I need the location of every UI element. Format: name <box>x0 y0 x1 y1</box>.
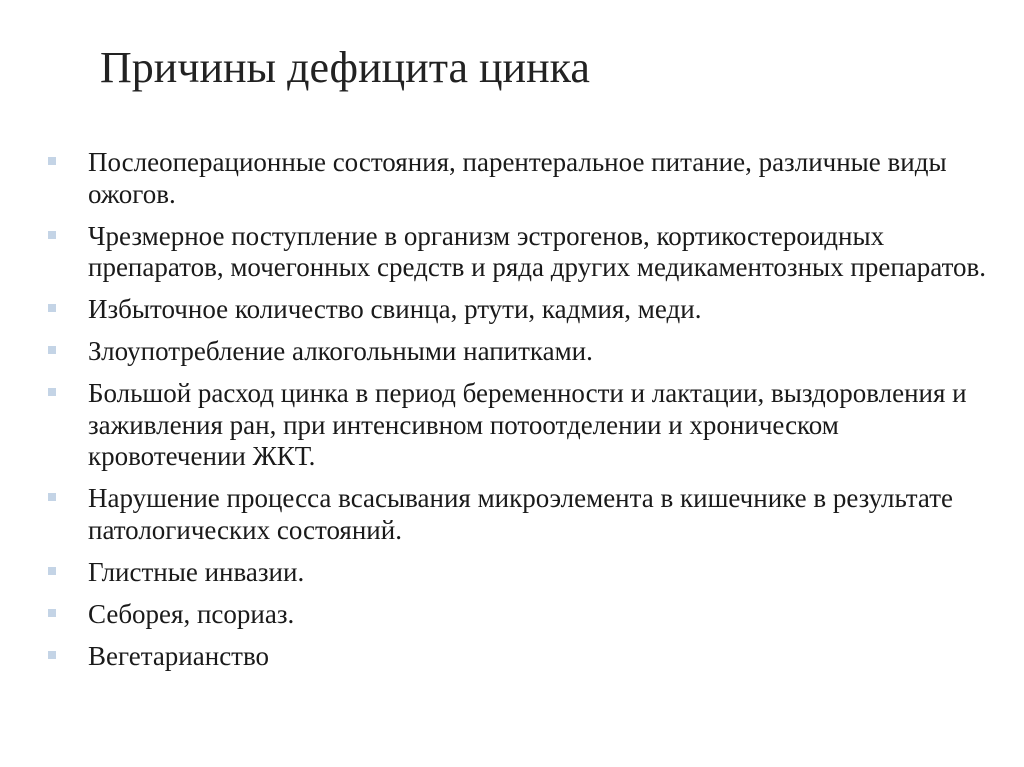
list-item-text: Нарушение процесса всасывания микроэлемента в кишечнике в результате патологических состояний. <box>88 483 954 545</box>
list-item <box>46 378 986 473</box>
list-item <box>46 483 986 546</box>
list-item-text: Глистные инвазии. <box>88 556 305 587</box>
square-bullet-icon <box>48 493 56 501</box>
square-bullet-icon <box>48 346 56 354</box>
list-item <box>46 641 986 673</box>
list-item <box>46 294 986 326</box>
list-item-text: Себорея, псориаз. <box>88 598 295 629</box>
list-item <box>46 599 986 631</box>
slide-title: Причины дефицита цинка <box>100 43 590 92</box>
list-item <box>46 336 986 368</box>
square-bullet-icon <box>48 567 56 575</box>
list-item-text: Послеоперационные состояния, парентеральное питание, различные виды ожогов. <box>88 147 947 209</box>
square-bullet-icon <box>48 651 56 659</box>
square-bullet-icon <box>48 231 56 239</box>
list-item-text: Злоупотребление алкогольными напитками. <box>88 336 593 366</box>
square-bullet-icon <box>48 157 56 165</box>
square-bullet-icon <box>48 388 56 396</box>
list-item-text: Вегетарианство <box>88 640 270 671</box>
bullet-list <box>46 147 986 683</box>
square-bullet-icon <box>48 609 56 617</box>
square-bullet-icon <box>48 304 56 312</box>
list-item-text: Большой расход цинка в период беременности и лактации, выздоровления и заживления ран, при интенсивном потоотделении и хроническом кровотечении ЖКТ. <box>88 378 967 471</box>
list-item <box>46 221 986 284</box>
list-item-text: Избыточное количество свинца, ртути, кадмия, меди. <box>88 294 702 324</box>
list-item-text: Чрезмерное поступление в организм эстрогенов, кортикостероидных препаратов, мочегонных средств и ряда других медикаментозных препаратов. <box>88 220 987 282</box>
list-item <box>46 557 986 589</box>
list-item <box>46 147 986 210</box>
